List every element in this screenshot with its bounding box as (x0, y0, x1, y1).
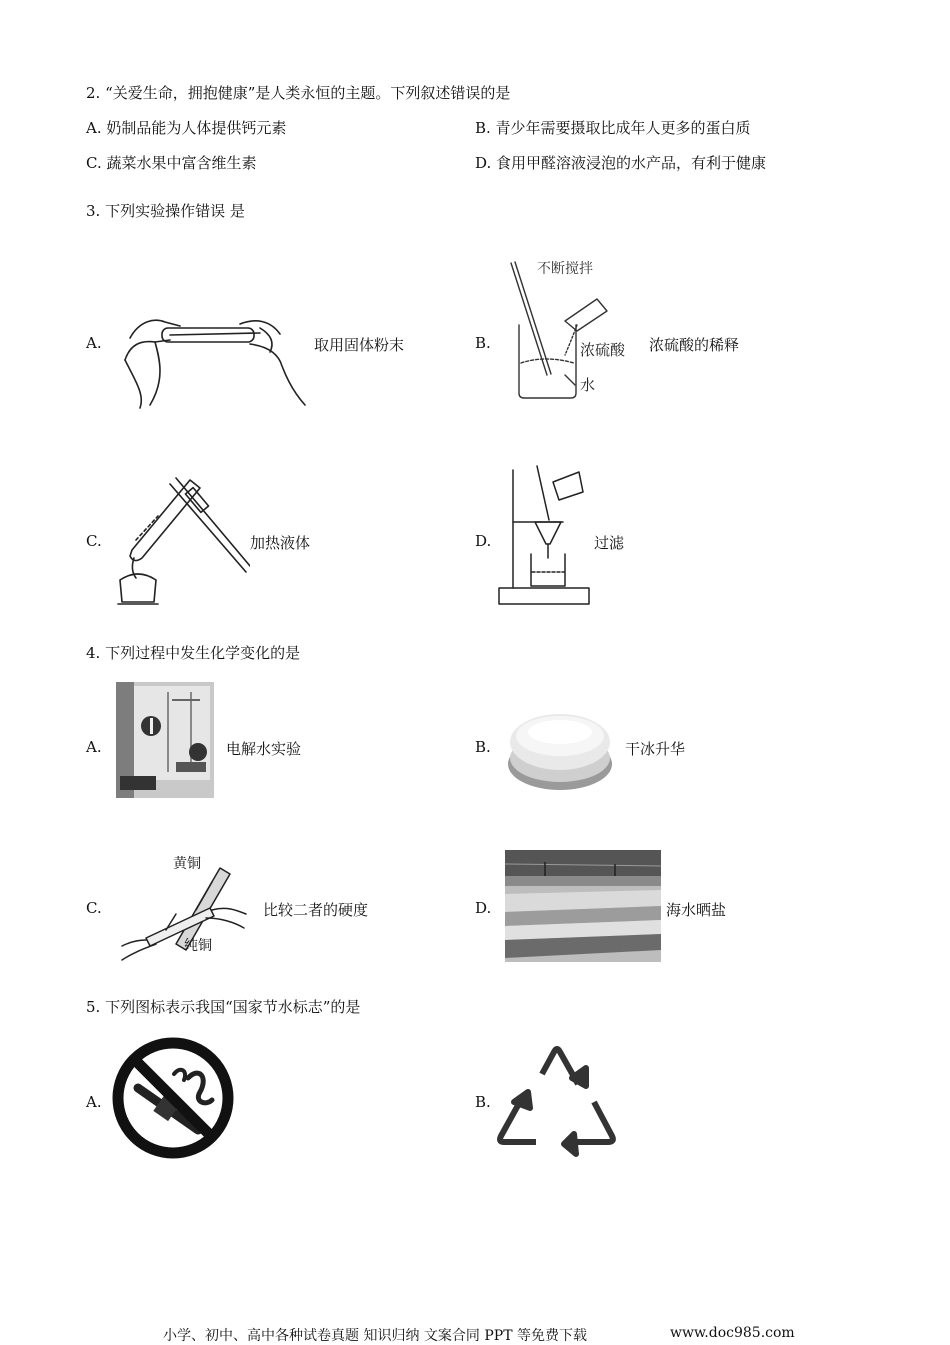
footer-url[interactable]: www.doc985.com (670, 1325, 795, 1341)
q3-stem: 3. 下列实验操作错误 是 (86, 202, 245, 220)
q4-option-d-letter: D. (475, 899, 492, 917)
q4-option-b-caption: 干冰升华 (625, 740, 686, 758)
q3-option-d-caption: 过滤 (594, 534, 625, 552)
q2-option-c: C. 蔬菜水果中富含维生素 (86, 154, 257, 172)
q2-option-b: B. 青少年需要摄取比成年人更多的蛋白质 (475, 119, 751, 137)
q3-option-b-caption: 浓硫酸的稀释 (649, 336, 740, 354)
q3-b-label-acid: 浓硫酸 (580, 341, 626, 359)
q3-option-c-letter: C. (86, 532, 102, 550)
q4-a-photo-electrolysis (116, 682, 214, 798)
q4-d-photo-salt-pans (505, 850, 661, 962)
q3-b-label-stir: 不断搅拌 (537, 261, 593, 277)
q3-option-b-letter: B. (475, 334, 491, 352)
q4-b-photo-dry-ice (505, 698, 615, 798)
q4-c-label-copper: 纯铜 (184, 938, 212, 954)
q5-option-b-letter: B. (475, 1093, 491, 1111)
q3-option-a-letter: A. (86, 334, 102, 352)
q4-option-a-caption: 电解水实验 (226, 740, 302, 758)
q4-option-d-caption: 海水晒盐 (666, 901, 727, 919)
q5-option-a-letter: A. (86, 1093, 102, 1111)
q2-option-a: A. 奶制品能为人体提供钙元素 (86, 119, 287, 137)
q3-option-a-caption: 取用固体粉末 (314, 336, 405, 354)
q4-stem: 4. 下列过程中发生化学变化的是 (86, 644, 301, 662)
footer-text: 小学、初中、高中各种试卷真题 知识归纳 文案合同 PPT 等免费下载 (163, 1328, 587, 1344)
q3-b-label-water: 水 (580, 376, 596, 394)
q4-option-b-letter: B. (475, 738, 491, 756)
q5-a-no-smoking-icon (108, 1036, 238, 1160)
q2-stem: 2. “关爱生命，拥抱健康”是人类永恒的主题。下列叙述错误的是 (86, 84, 511, 102)
q3-a-figure-powder-sampling (110, 300, 310, 410)
q4-option-c-letter: C. (86, 899, 102, 917)
q3-c-figure-heating-liquid (110, 470, 250, 610)
q5-stem: 5. 下列图标表示我国“国家节水标志”的是 (86, 998, 361, 1016)
q4-option-c-caption: 比较二者的硬度 (263, 901, 369, 919)
q3-d-figure-filtration (495, 462, 595, 608)
q3-option-d-letter: D. (475, 532, 492, 550)
q4-c-label-brass: 黄铜 (173, 856, 201, 872)
q2-option-d: D. 食用甲醛溶液浸泡的水产品，有利于健康 (475, 154, 767, 172)
q4-option-a-letter: A. (86, 738, 102, 756)
q3-option-c-caption: 加热液体 (250, 534, 311, 552)
q5-b-recycle-icon (494, 1038, 620, 1160)
